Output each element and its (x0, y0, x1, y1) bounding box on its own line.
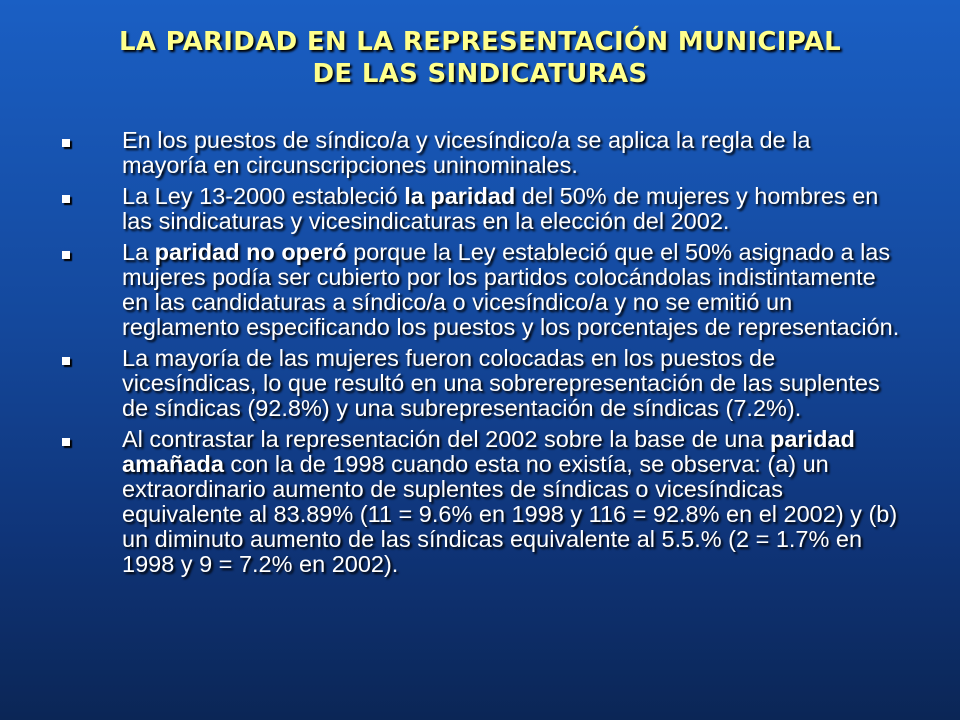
bullet-bold-text: paridad amañada (122, 426, 855, 477)
bullet-text-part: Al contrastar la representación del 2002 sobre la base de una (122, 426, 770, 452)
bullet-text-part: La (122, 239, 155, 265)
bullet-item (60, 128, 900, 178)
bullet-item (60, 240, 900, 340)
bullet-text-part: porque la Ley estableció que el 50% asignado a las mujeres podía ser cubierto por los partidos colocándolas indistintamente en las candidaturas a síndico/a o vicesíndico/a y no se emitió un reglamento especificando los puestos y los porcentajes de representación. (122, 239, 900, 340)
bullet-bold-text: paridad no operó (154, 239, 347, 265)
bullet-text-part: del 50% de mujeres y hombres en las sindicaturas y vicesindicaturas en la elección del 2002. (122, 183, 879, 234)
bullet-text: En los puestos de síndico/a y vicesíndico/a se aplica la regla de la mayoría en circunscripciones uninominales. (122, 127, 811, 178)
square-bullet-icon (62, 357, 70, 365)
bullet-item (60, 346, 900, 421)
bullet-text: La mayoría de las mujeres fueron colocadas en los puestos de vicesíndicas, lo que resultó en una sobrerepresentación de las suplentes de síndicas (92.8%) y una subrepresentación de síndicas (7.2%). (122, 345, 880, 421)
bullet-item (60, 427, 900, 577)
square-bullet-icon (62, 195, 70, 203)
square-bullet-icon (62, 251, 70, 259)
bullet-text-part: La Ley 13-2000 estableció (122, 183, 405, 209)
title-line-1: LA PARIDAD EN LA REPRESENTACIÓN MUNICIPAL (118, 27, 842, 57)
square-bullet-icon (62, 438, 70, 446)
bullet-list (60, 128, 900, 583)
square-bullet-icon (62, 139, 70, 147)
bullet-text-part: con la de 1998 cuando esta no existía, se observa: (a) un extraordinario aumento de suplentes de síndicas o vicesíndicas equivalente al 83.89% (11 = 9.6% en 1998 y 116 = 92.8% en el 2002) y (b) un diminuto aumento de las síndicas equivalente al 5.5.% (2 = 1.7% en 1998 y 9 = 7.2% en 2002). (122, 451, 898, 577)
slide-title (0, 26, 960, 90)
bullet-bold-text: la paridad (404, 183, 516, 209)
bullet-item (60, 184, 900, 234)
title-line-2: DE LAS SINDICATURAS (312, 59, 648, 89)
